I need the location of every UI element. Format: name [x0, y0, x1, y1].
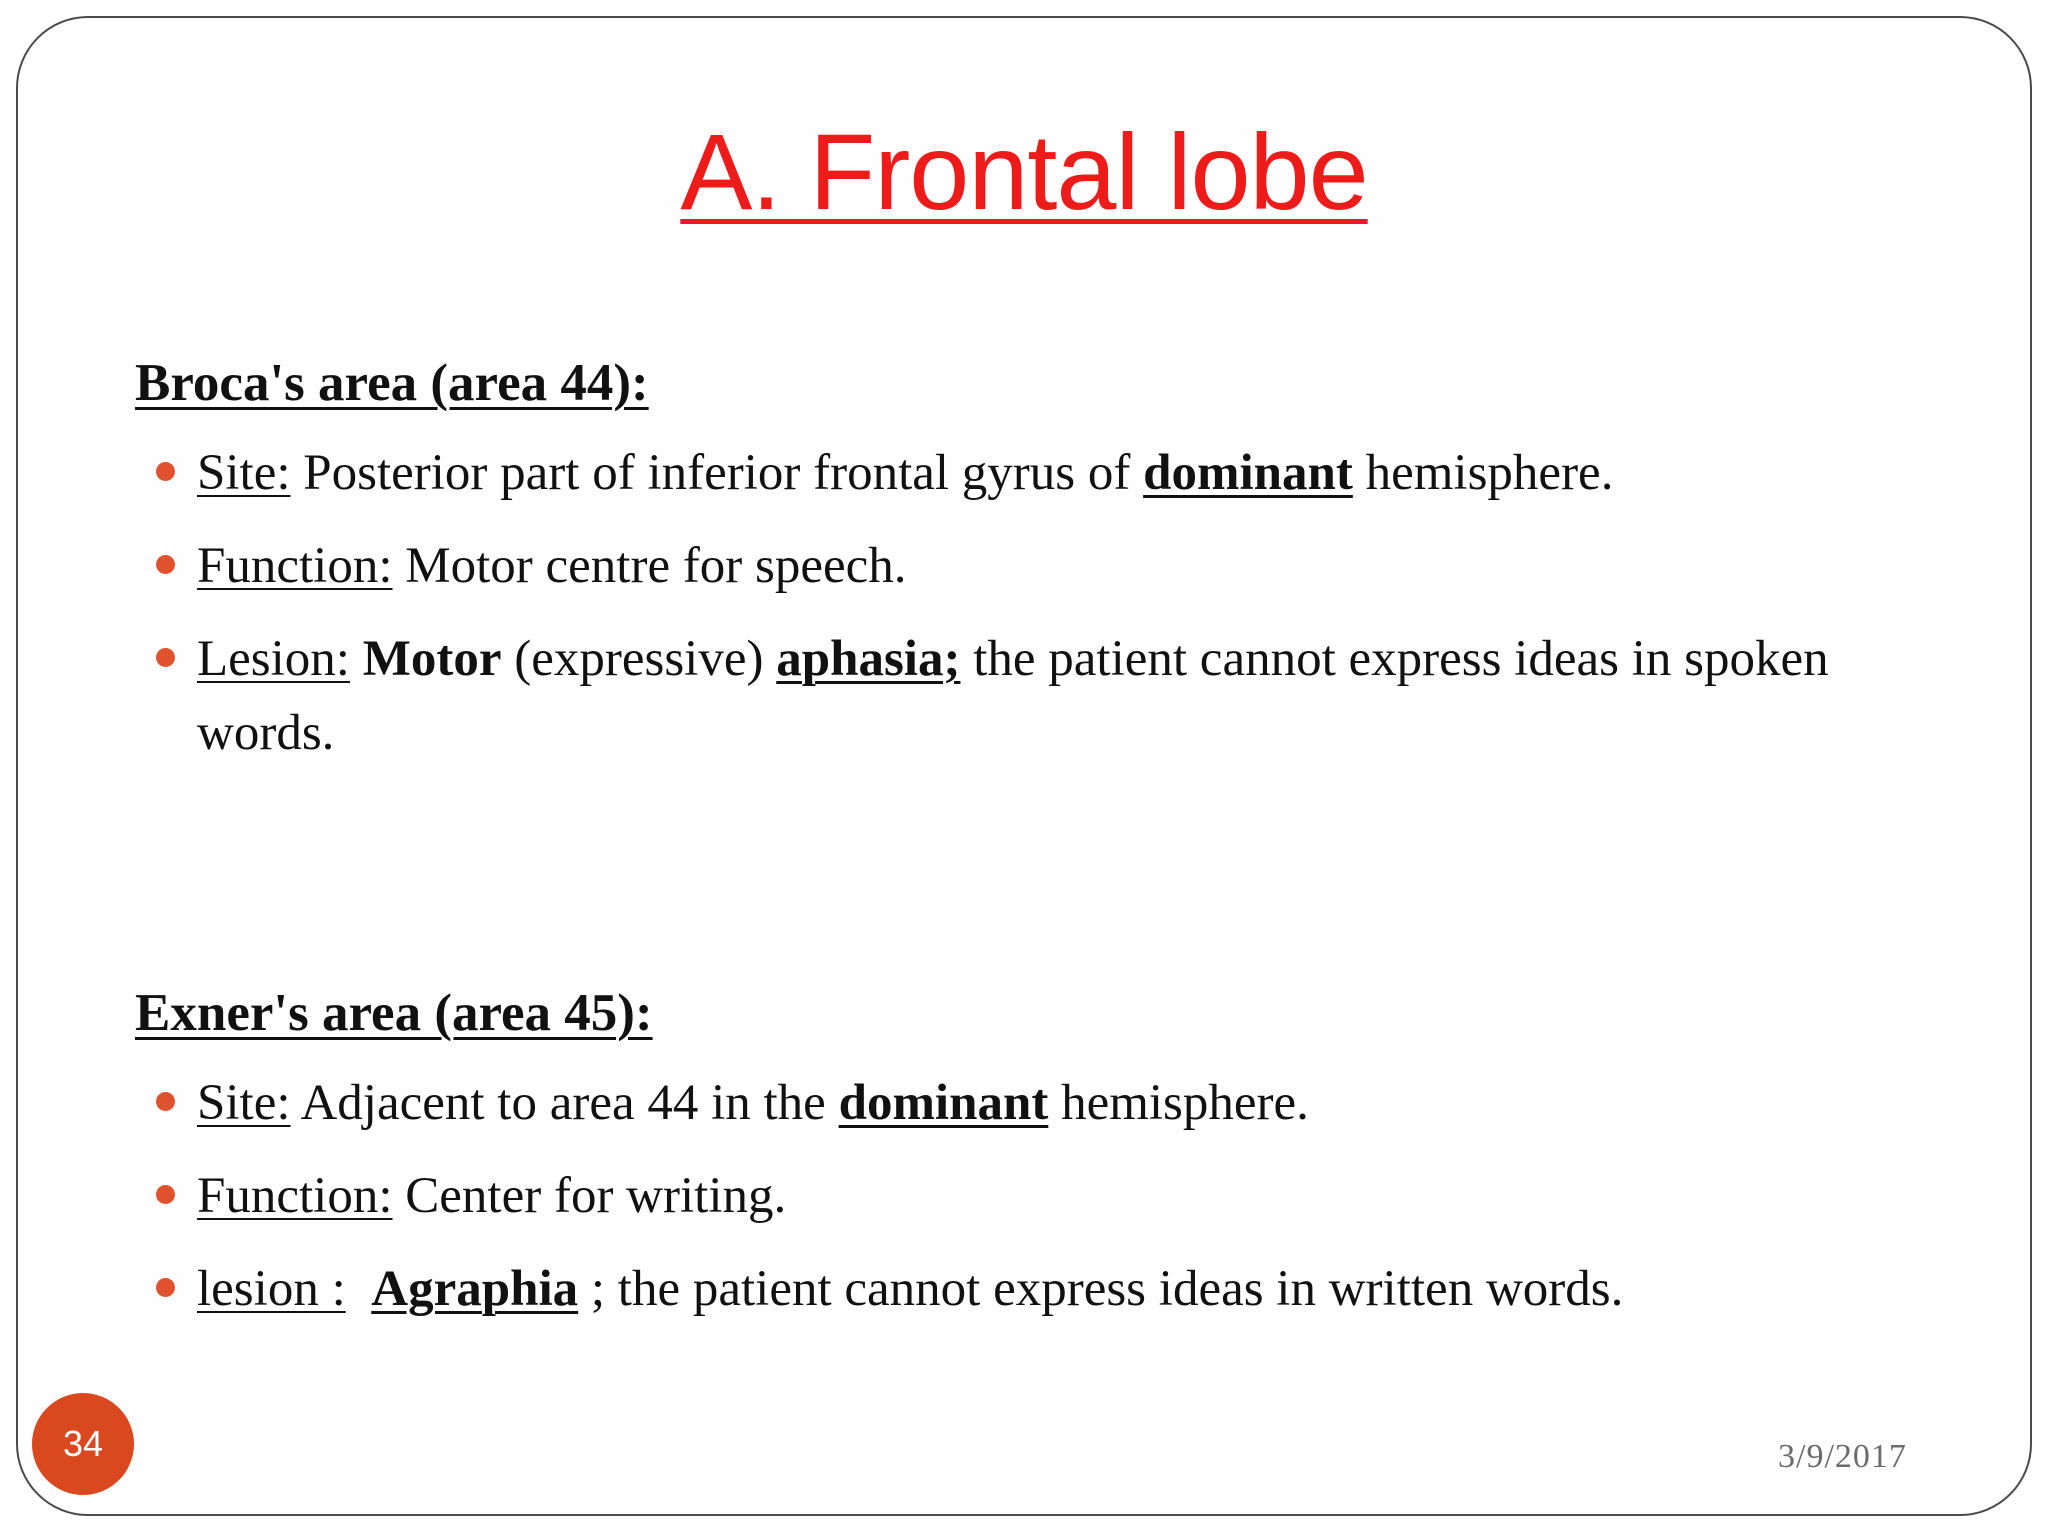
exner-heading: Exner's area (area 45): — [135, 984, 653, 1042]
lesion-text: ; the patient cannot express ideas in written words. — [578, 1260, 1624, 1317]
broca-section — [135, 352, 1935, 789]
exner-site-item — [135, 1066, 1935, 1140]
motor-emphasis: Motor — [362, 630, 502, 687]
exner-section — [135, 982, 1935, 1345]
site-text: Posterior part of inferior frontal gyrus of — [290, 444, 1144, 501]
site-text-end: hemisphere. — [1048, 1074, 1309, 1131]
site-label: Site: — [197, 1074, 291, 1131]
function-text: Motor centre for speech. — [392, 537, 907, 594]
site-text-end: hemisphere. — [1352, 444, 1614, 501]
broca-lesion-item — [135, 622, 1935, 770]
function-label: Function: — [197, 537, 393, 594]
bullet-icon — [156, 555, 175, 574]
dominant-emphasis: dominant — [1143, 444, 1353, 501]
broca-function-item — [135, 529, 1935, 603]
site-label: Site: — [197, 444, 291, 501]
lesion-label: Lesion: — [197, 630, 350, 687]
dominant-emphasis: dominant — [838, 1074, 1049, 1131]
slide-date: 3/9/2017 — [1778, 1438, 1907, 1475]
broca-bullet-list — [135, 436, 1935, 770]
bullet-icon — [156, 1092, 175, 1111]
exner-bullet-list — [135, 1066, 1935, 1326]
lesion-text-end: the patient cannot express ideas in spoken words. — [197, 630, 1829, 761]
bullet-icon — [156, 462, 175, 481]
slide-title: A. Frontal lobe — [680, 111, 1368, 232]
bullet-icon — [156, 648, 175, 667]
lesion-text: (expressive) — [501, 630, 777, 687]
exner-lesion-item — [135, 1252, 1935, 1326]
lesion-label: lesion : — [197, 1260, 346, 1317]
bullet-icon — [156, 1278, 175, 1297]
broca-site-item — [135, 436, 1935, 510]
site-text: Adjacent to area 44 in the — [290, 1074, 839, 1131]
slide-number-badge: 34 — [32, 1393, 134, 1495]
broca-heading: Broca's area (area 44): — [135, 354, 649, 412]
bullet-icon — [156, 1185, 175, 1204]
aphasia-emphasis: aphasia; — [776, 630, 961, 687]
slide-frame — [16, 16, 2032, 1516]
exner-function-item — [135, 1159, 1935, 1233]
function-label: Function: — [197, 1167, 393, 1224]
agraphia-emphasis: Agraphia — [371, 1260, 579, 1317]
function-text: Center for writing. — [392, 1167, 787, 1224]
